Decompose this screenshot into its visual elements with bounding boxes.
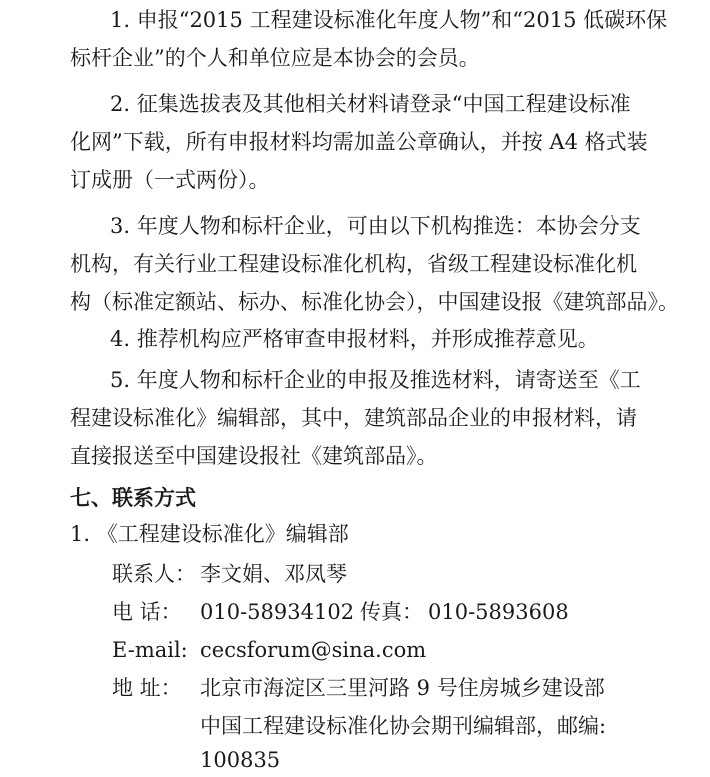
email-value: cecsforum@sina.com — [200, 638, 427, 662]
phone-label: 电 话： — [112, 600, 182, 624]
fax-label: 传真： — [360, 600, 423, 624]
contact-person-label: 联系人： — [112, 562, 196, 586]
email-label: E-mail: — [112, 638, 188, 662]
fax-value: 010-5893608 — [428, 600, 569, 624]
paragraph-3-line-3: 构（标准定额站、标办、标准化协会），中国建设报《建筑部品》。 — [70, 290, 679, 314]
contact-person-value: 李文娟、邓凤琴 — [200, 562, 347, 586]
address-label: 地 址： — [112, 676, 182, 700]
address-line-1: 北京市海淀区三里河路 9 号住房城乡建设部 — [200, 676, 605, 700]
paragraph-2-line-1: 2. 征集选拔表及其他相关材料请登录“中国工程建设标准 — [110, 92, 631, 116]
paragraph-2-line-2: 化网”下载，所有申报材料均需加盖公章确认，并按 A4 格式装 — [70, 130, 648, 154]
paragraph-5-line-3: 直接报送至中国建设报社《建筑部品》。 — [70, 444, 438, 468]
paragraph-3-line-2: 机构，有关行业工程建设标准化机构，省级工程建设标准化机 — [70, 252, 637, 276]
section-heading: 七、联系方式 — [70, 485, 196, 510]
paragraph-1-line-1: 1. 申报“2015 工程建设标准化年度人物”和“2015 低碳环保 — [110, 8, 668, 32]
contact-item-title: 1. 《工程建设标准化》编辑部 — [70, 522, 349, 546]
paragraph-5-line-2: 程建设标准化》编辑部，其中，建筑部品企业的申报材料，请 — [70, 406, 637, 430]
paragraph-1-line-2: 标杆企业”的个人和单位应是本协会的会员。 — [70, 46, 480, 70]
address-line-2: 中国工程建设标准化协会期刊编辑部，邮编: — [200, 714, 607, 738]
paragraph-4-line-1: 4. 推荐机构应严格审查申报材料，并形成推荐意见。 — [110, 327, 599, 351]
paragraph-3-line-1: 3. 年度人物和标杆企业，可由以下机构推选：本协会分支 — [110, 214, 641, 238]
paragraph-5-line-1: 5. 年度人物和标杆企业的申报及推选材料，请寄送至《工 — [110, 368, 641, 392]
address-line-3: 100835 — [200, 748, 281, 772]
phone-value: 010-58934102 — [200, 600, 355, 624]
paragraph-2-line-3: 订成册（一式两份）。 — [70, 168, 270, 192]
